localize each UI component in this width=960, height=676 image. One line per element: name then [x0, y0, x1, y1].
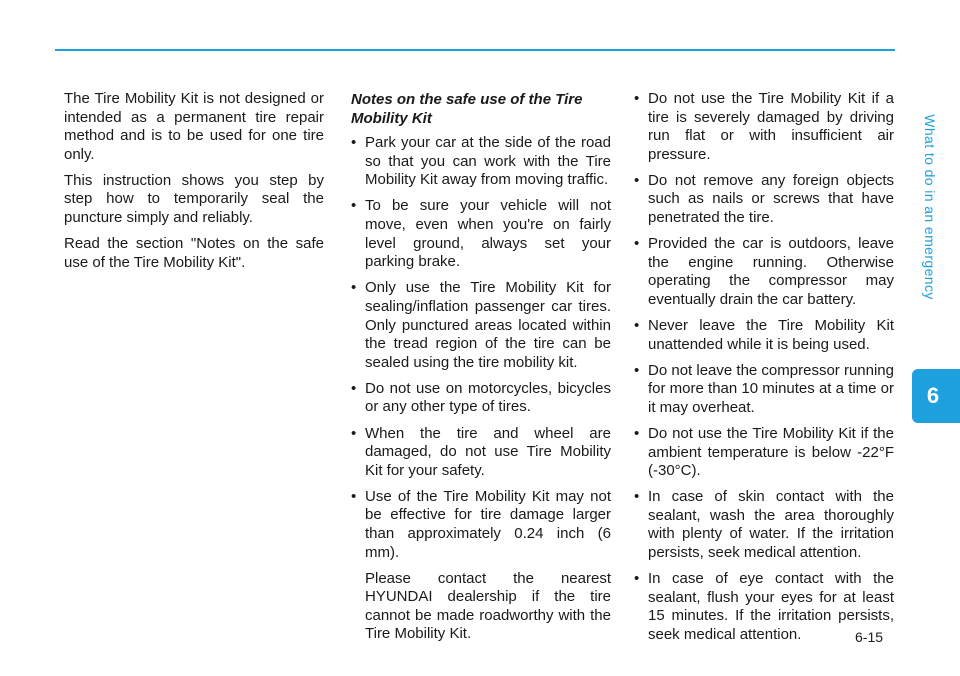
list-item [351, 279, 611, 372]
section-heading: Notes on the safe use of the Tire Mobility Kit [351, 91, 583, 127]
list-item-text: Only use the Tire Mobility Kit for sealing/inflation passenger car tires. Only punctured areas located within the tread region of the tire can be sealed using the tire mobility kit. [365, 279, 611, 371]
list-item [634, 235, 894, 309]
list-item [634, 362, 894, 418]
notes-list [351, 134, 611, 562]
bullet-icon: • [634, 361, 640, 379]
intro-paragraph: This instruction shows you step by step how to temporarily seal the puncture simply and reliably. [64, 171, 324, 227]
bullet-icon: • [634, 171, 640, 189]
list-item-text: Do not use the Tire Mobility Kit if the ambient temperature is below -22°F (-30°C). [648, 425, 894, 480]
bullet-icon: • [351, 197, 357, 215]
chapter-side-title: What to do in an emergency [922, 114, 938, 300]
bullet-icon: • [634, 425, 640, 442]
list-item [634, 488, 894, 562]
header-rule [55, 49, 895, 51]
bullet-icon: • [634, 90, 640, 107]
list-item [634, 425, 894, 481]
list-item [351, 134, 611, 190]
list-item-text: When the tire and wheel are damaged, do not use Tire Mobility Kit for your safety. [365, 424, 611, 479]
list-item [634, 317, 894, 354]
list-item-text: Provided the car is outdoors, leave the engine running. Otherwise operating the compressor may eventually drain the car battery. [648, 235, 894, 308]
bullet-icon: • [351, 134, 357, 152]
list-item-text: To be sure your vehicle will not move, even when you're on fairly level ground, always set your parking brake. [365, 197, 611, 271]
list-item-text: Do not leave the compressor running for more than 10 minutes at a time or it may overheat. [648, 361, 894, 416]
list-item-text: Use of the Tire Mobility Kit may not be effective for tire damage larger than approximately 0.24 inch (6 mm). [365, 487, 611, 561]
bullet-icon: • [351, 424, 357, 442]
bullet-icon: • [351, 279, 357, 297]
bullet-icon: • [634, 488, 640, 506]
list-item-text: Park your car at the side of the road so that you can work with the Tire Mobility Kit away from moving traffic. [365, 134, 611, 189]
bullet-icon: • [634, 570, 640, 588]
list-item-text: In case of eye contact with the sealant, flush your eyes for at least 15 minutes. If the irritation persists, seek medical attention. [648, 570, 894, 643]
bullet-icon: • [634, 317, 640, 335]
list-item [351, 197, 611, 271]
list-item [634, 172, 894, 228]
column-intro [64, 90, 324, 280]
column-safe-use-notes [351, 90, 611, 652]
list-item-text: Do not use the Tire Mobility Kit if a tire is severely damaged by driving run flat or with insufficient air pressure. [648, 90, 894, 163]
bullet-icon: • [634, 235, 640, 253]
column-safety-warnings [634, 90, 894, 652]
chapter-number: 6 [926, 383, 940, 408]
list-item-text: Never leave the Tire Mobility Kit unattended while it is being used. [648, 317, 894, 353]
intro-paragraph: The Tire Mobility Kit is not designed or intended as a permanent tire repair method and is to be used for one tire only. [64, 90, 324, 163]
list-item [351, 425, 611, 481]
warnings-list [634, 90, 894, 645]
list-item [351, 380, 611, 417]
list-item-text: In case of skin contact with the sealant, wash the area thoroughly with plenty of water. If the irritation persists, seek medical attention. [648, 488, 894, 562]
bullet-icon: • [351, 487, 357, 505]
list-item [634, 90, 894, 164]
list-item-text: Do not remove any foreign objects such as nails or screws that have penetrated the tire. [648, 171, 894, 227]
dealership-note: Please contact the nearest HYUNDAI dealership if the tire cannot be made roadworthy with the Tire Mobility Kit. [365, 569, 611, 643]
intro-paragraph: Read the section "Notes on the safe use of the Tire Mobility Kit". [64, 235, 324, 271]
chapter-tab [912, 369, 960, 423]
list-item [351, 488, 611, 562]
page-number: 6-15 [855, 629, 884, 645]
list-item-text: Do not use on motorcycles, bicycles or any other type of tires. [365, 379, 611, 416]
bullet-icon: • [351, 379, 357, 397]
